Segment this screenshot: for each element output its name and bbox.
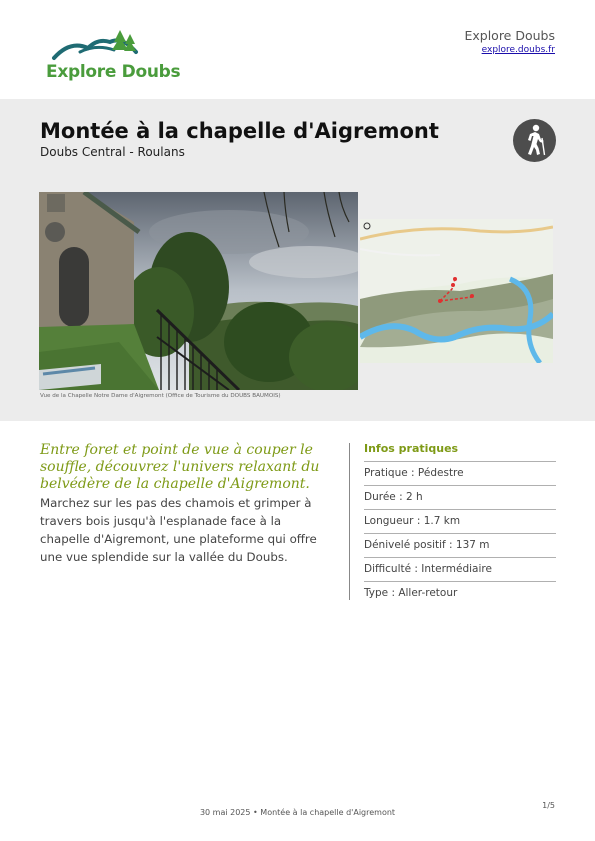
intro-lead: Entre foret et point de vue à couper le souffle, découvrez l'univers relaxant du belvédère de la chapelle d'Aigremont. bbox=[40, 442, 320, 492]
chapel-photo bbox=[39, 192, 358, 390]
page-footer: 30 mai 2025 • Montée à la chapelle d'Aigremont bbox=[199, 808, 396, 817]
info-item-denivele: Dénivelé positif : 137 m bbox=[364, 533, 556, 557]
info-item-longueur: Longueur : 1.7 km bbox=[364, 509, 556, 533]
photo-caption: Vue de la Chapelle Notre Dame d'Aigremont (Office de Tourisme du DOUBS BAUMOIS) bbox=[40, 393, 281, 399]
logo-text: Explore Doubs bbox=[46, 62, 181, 82]
page-title: Montée à la chapelle d'Aigremont bbox=[40, 119, 439, 143]
info-item-type: Type : Aller-retour bbox=[364, 581, 556, 605]
intro-body: Marchez sur les pas des chamois et grimper à travers bois jusqu'à l'esplanade face à la chapelle d'Aigremont, une plateforme qui offre une vue splendide sur la vallée du Doubs. bbox=[40, 496, 317, 564]
infos-title: Infos pratiques bbox=[364, 442, 459, 455]
site-name: Explore Doubs bbox=[464, 28, 555, 43]
explore-doubs-logo[interactable] bbox=[40, 26, 181, 88]
infos-list bbox=[364, 461, 556, 605]
location-subtitle: Doubs Central - Roulans bbox=[40, 145, 185, 159]
column-divider bbox=[349, 443, 350, 600]
mountain-logo-icon bbox=[40, 26, 170, 66]
site-link[interactable]: explore.doubs.fr bbox=[481, 45, 555, 55]
info-item-duree: Durée : 2 h bbox=[364, 485, 556, 509]
hiker-icon bbox=[513, 119, 556, 162]
page-number: 1/5 bbox=[542, 801, 555, 810]
info-item-difficulte: Difficulté : Intermédiaire bbox=[364, 557, 556, 581]
route-map[interactable] bbox=[360, 219, 553, 363]
info-item-pratique: Pratique : Pédestre bbox=[364, 461, 556, 485]
